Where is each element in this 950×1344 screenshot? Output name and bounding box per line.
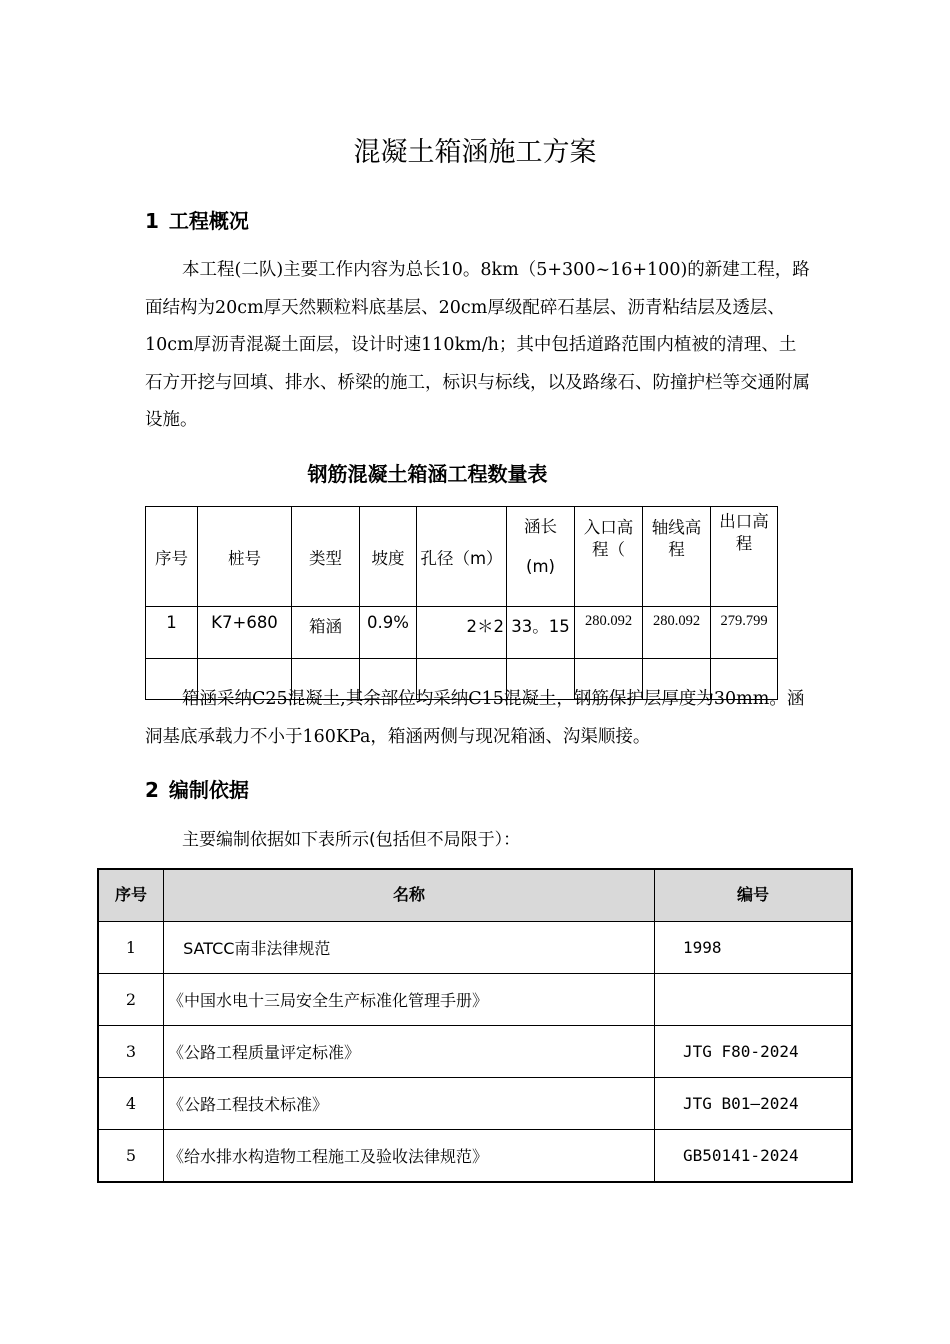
header-cell: 桩号 <box>198 507 292 607</box>
table-cell: 《公路工程技术标准》 <box>164 1078 655 1130</box>
table-cell: 箱涵 <box>292 607 360 659</box>
table-cell: 280.092 <box>575 607 643 659</box>
table-cell: 1 <box>146 607 198 659</box>
reference-table <box>97 868 853 1183</box>
quantity-table-header <box>146 507 778 607</box>
reference-table-header <box>98 869 852 922</box>
table-cell: 33。15 <box>507 607 575 659</box>
table-cell: 4 <box>98 1078 164 1130</box>
table-cell: 2＊2 <box>417 607 507 659</box>
table-row <box>98 974 852 1026</box>
section-1-number: 1 <box>145 209 159 233</box>
quantity-table-title: 钢筋混凝土箱涵工程数量表 <box>307 462 548 486</box>
table-row <box>98 1026 852 1078</box>
table-cell: 0.9% <box>360 607 417 659</box>
table-cell: K7+680 <box>198 607 292 659</box>
table-cell: 5 <box>98 1130 164 1183</box>
table-cell: 3 <box>98 1026 164 1078</box>
quantity-table <box>145 506 778 700</box>
project-overview <box>145 252 813 440</box>
header-cell: 孔径（m） <box>417 507 507 607</box>
table-cell: 《中国水电十三局安全生产标准化管理手册》 <box>164 974 655 1026</box>
section-2-title: 编制依据 <box>168 778 249 802</box>
concrete-note-paragraph: 箱涵采纳C25混凝土,其余部位均采纳C15混凝土，钢筋保护层厚度为30mm。涵洞基底承载力不小于160KPa，箱涵两侧与现况箱涵、沟渠顺接。 <box>145 689 805 747</box>
section-1-heading <box>145 205 249 234</box>
header-cell: 序号 <box>146 507 198 607</box>
header-cell: 出口高 程 <box>711 507 778 607</box>
concrete-note <box>145 681 813 756</box>
table-cell: 1998 <box>655 922 853 974</box>
table-cell: JTG F80-2024 <box>655 1026 853 1078</box>
header-cell: 入口高 程（ <box>575 507 643 607</box>
table-cell: 1 <box>98 922 164 974</box>
header-cell: 名称 <box>164 869 655 922</box>
table-cell: 《公路工程质量评定标准》 <box>164 1026 655 1078</box>
table-row <box>98 1078 852 1130</box>
document-title: 混凝土箱涵施工方案 <box>353 137 597 168</box>
header-cell: 序号 <box>98 869 164 922</box>
header-cell: 轴线高 程 <box>643 507 711 607</box>
table-cell: JTG B01—2024 <box>655 1078 853 1130</box>
table-cell: SATCC南非法律规范 <box>164 922 655 974</box>
table-row <box>98 922 852 974</box>
table-cell: 280.092 <box>643 607 711 659</box>
table-cell: GB50141-2024 <box>655 1130 853 1183</box>
table-row <box>146 607 778 659</box>
header-cell: 坡度 <box>360 507 417 607</box>
section-2-heading <box>145 774 249 803</box>
table-cell: 2 <box>98 974 164 1026</box>
section-1-title: 工程概况 <box>168 209 249 233</box>
section-2-number: 2 <box>145 778 159 802</box>
table-cell <box>655 974 853 1026</box>
table-cell: 279.799 <box>711 607 778 659</box>
project-overview-paragraph: 本工程(二队)主要工作内容为总长10。8km（5+300~16+100)的新建工程，路面结构为20cm厚天然颗粒料底基层、20cm厚级配碎石基层、沥青粘结层及透层、10cm厚沥青混凝土面层，设计时速110km/h；其中包括道路范围内植被的清理、土石方开挖与回填、排水、桥梁的施工，标识与标线，以及路缘石、防撞护栏等交通附属设施。 <box>145 260 810 430</box>
header-cell: 类型 <box>292 507 360 607</box>
table-cell: 《给水排水构造物工程施工及验收法律规范》 <box>164 1130 655 1183</box>
basis-intro: 主要编制依据如下表所示(包括但不局限于）： <box>182 830 521 850</box>
header-cell: 编号 <box>655 869 853 922</box>
table-row <box>98 1130 852 1183</box>
header-cell: 涵长 (m) <box>507 507 575 607</box>
